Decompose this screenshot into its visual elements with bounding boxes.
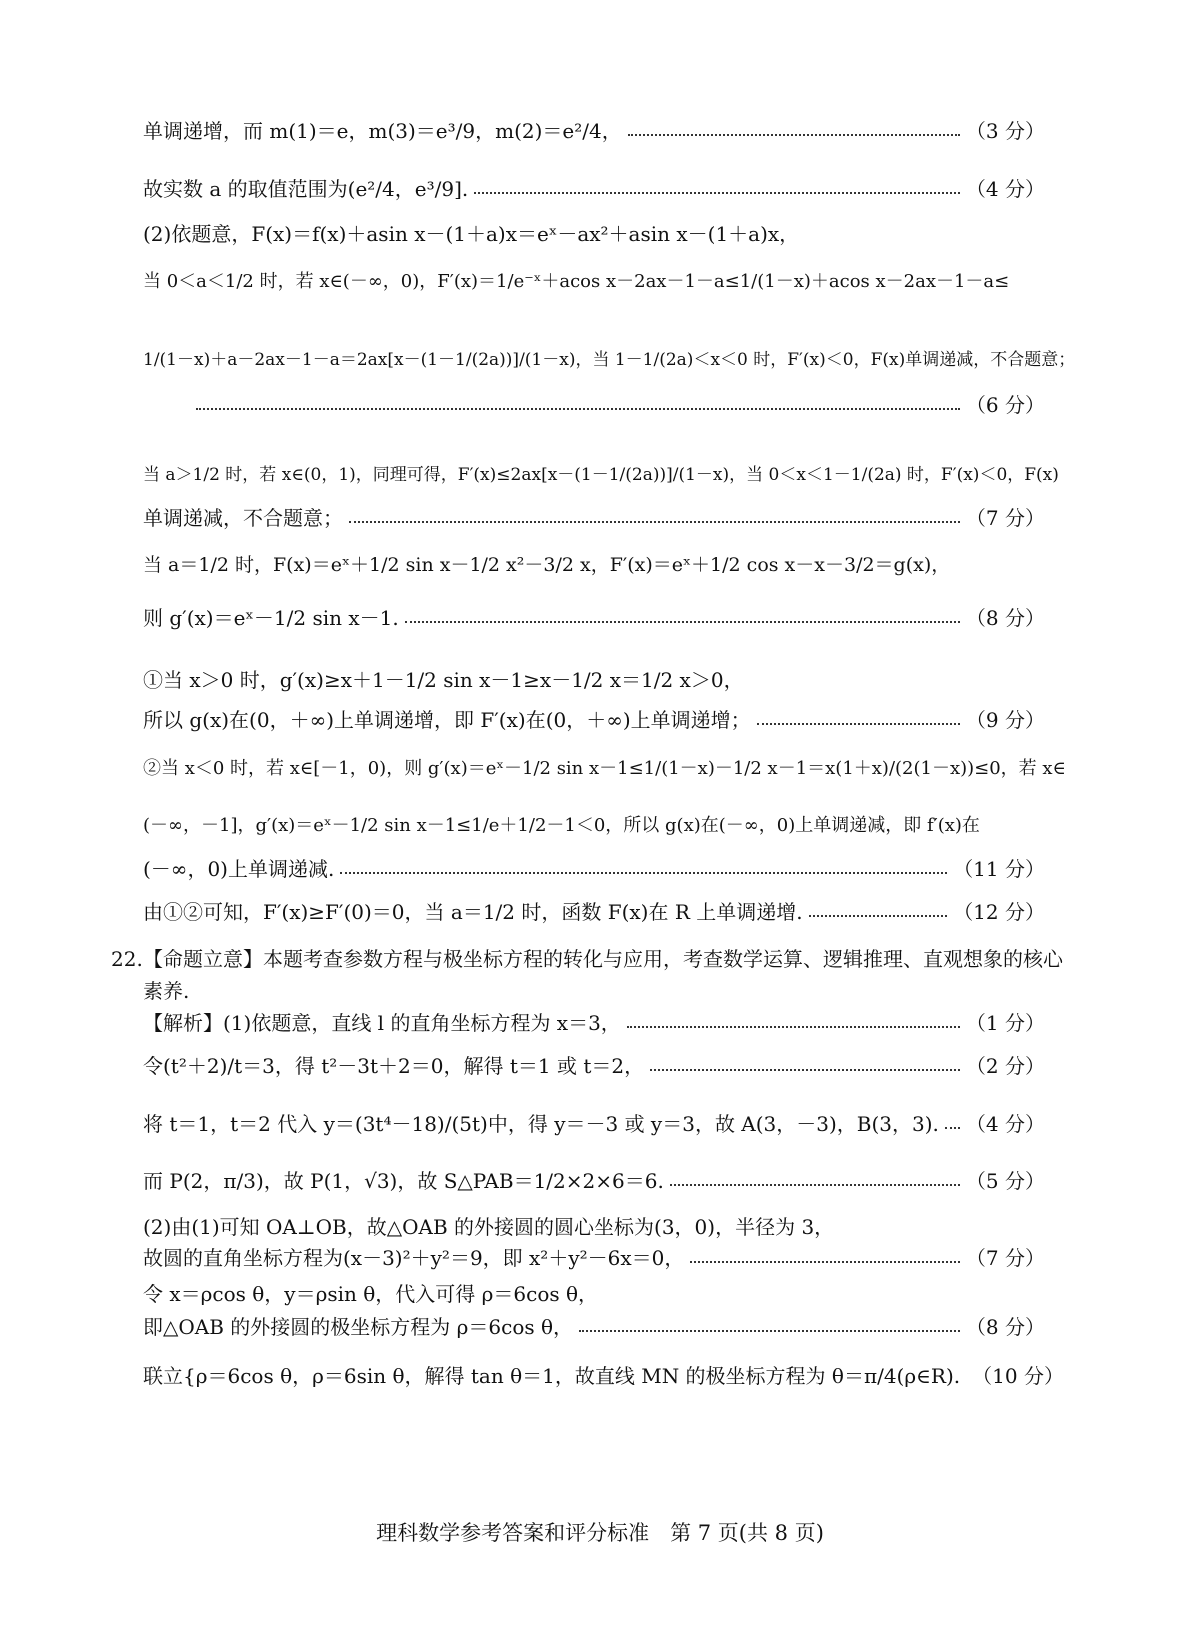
solution-line: 1/(1－x)＋a－2ax－1－a＝2ax[x－(1－1/(2a))]/(1－x)，当 1－1/(2a)＜x＜0 时，F′(x)＜0，F(x)单调递减，不合题意； bbox=[143, 350, 1076, 370]
score: （4 分） bbox=[965, 177, 1045, 201]
dot-leader bbox=[809, 915, 948, 917]
solution-line: 当 a＞1/2 时，若 x∈(0，1)，同理可得，F′(x)≤2ax[x－(1－1/(2a))]/(1－x)，当 0＜x＜1－1/(2a) 时，F′(x)＜0，F(x) bbox=[143, 465, 1059, 485]
solution-line bbox=[143, 1167, 1045, 1195]
score: （9 分） bbox=[965, 708, 1045, 732]
solution-line bbox=[143, 855, 1045, 883]
score: （10 分） bbox=[972, 1364, 1064, 1388]
dot-leader bbox=[945, 1127, 960, 1129]
solution-line: 当 0＜a＜1/2 时，若 x∈(－∞，0)，F′(x)＝1/e⁻ˣ＋acos x－2ax－1－a≤1/(1－x)＋acos x－2ax－1－a≤ bbox=[143, 271, 1010, 292]
solution-line: (－∞，－1]，g′(x)＝eˣ－1/2 sin x－1≤1/e＋1/2－1＜0，所以 g(x)在(－∞，0)上单调递减，即 f′(x)在 bbox=[143, 815, 980, 836]
solution-text: 令(t²＋2)/t＝3，得 t²－3t＋2＝0，解得 t＝1 或 t＝2， bbox=[143, 1054, 645, 1078]
score: （4 分） bbox=[965, 1112, 1045, 1136]
solution-line bbox=[143, 1052, 1045, 1080]
solution-text: 联立{ρ＝6cos θ，ρ＝6sin θ，解得 tan θ＝1，故直线 MN 的极坐标方程为 θ＝π/4(ρ∈R). bbox=[143, 1364, 961, 1388]
solution-line bbox=[143, 504, 1045, 532]
solution-text: 而 P(2，π/3)，故 P(1，√3)，故 S△PAB＝1/2×2×6＝6. bbox=[143, 1169, 664, 1193]
solution-line bbox=[143, 1009, 1045, 1037]
question-intro: 【命题立意】本题考查参数方程与极坐标方程的转化与应用，考查数学运算、逻辑推理、直观想象的核心 bbox=[143, 947, 1063, 971]
dot-leader bbox=[670, 1184, 960, 1186]
dot-leader bbox=[474, 192, 960, 194]
solution-text: 故实数 a 的取值范围为(e²/4，e³/9]. bbox=[143, 177, 469, 201]
score: （2 分） bbox=[965, 1054, 1045, 1078]
dot-leader bbox=[650, 1069, 960, 1071]
score: （1 分） bbox=[965, 1011, 1045, 1035]
solution-line: 当 a＝1/2 时，F(x)＝eˣ＋1/2 sin x－1/2 x²－3/2 x，F′(x)＝eˣ＋1/2 cos x－x－3/2＝g(x)， bbox=[143, 554, 951, 576]
solution-text: 【解析】(1)依题意，直线 l 的直角坐标方程为 x＝3， bbox=[143, 1011, 621, 1035]
solution-line bbox=[143, 1244, 1045, 1272]
dot-leader bbox=[579, 1330, 960, 1332]
dot-leader bbox=[340, 872, 947, 874]
score: （12 分） bbox=[953, 900, 1045, 924]
solution-line bbox=[143, 1313, 1045, 1341]
solution-text: 所以 g(x)在(0，＋∞)上单调递增，即 F′(x)在(0，＋∞)上单调递增； bbox=[143, 708, 751, 732]
solution-text: 单调递减，不合题意； bbox=[143, 506, 343, 530]
solution-line bbox=[143, 604, 1045, 632]
solution-text: 将 t＝1，t＝2 代入 y＝(3t⁴－18)/(5t)中，得 y＝－3 或 y＝3，故 A(3，－3)，B(3，3). bbox=[143, 1112, 939, 1136]
solution-text: (－∞，0)上单调递减. bbox=[143, 857, 335, 881]
solution-line bbox=[190, 391, 1045, 419]
solution-line bbox=[143, 1110, 1045, 1138]
solution-line: ②当 x＜0 时，若 x∈[－1，0)，则 g′(x)＝eˣ－1/2 sin x－1≤1/(1－x)－1/2 x－1＝x(1＋x)/(2(1－x))≤0，若 x∈ bbox=[143, 758, 1066, 779]
solution-line bbox=[143, 1362, 1064, 1390]
dot-leader bbox=[628, 134, 960, 136]
solution-text: 故圆的直角坐标方程为(x－3)²＋y²＝9，即 x²＋y²－6x＝0， bbox=[143, 1246, 685, 1270]
score: （8 分） bbox=[965, 1315, 1045, 1339]
dot-leader bbox=[349, 521, 960, 523]
dot-leader bbox=[405, 621, 960, 623]
solution-line bbox=[143, 175, 1045, 203]
solution-line bbox=[143, 117, 1045, 145]
solution-text: 由①②可知，F′(x)≥F′(0)＝0，当 a＝1/2 时，函数 F(x)在 R 上单调递增. bbox=[143, 900, 803, 924]
solution-line bbox=[143, 706, 1045, 734]
question-number: 22. bbox=[111, 947, 143, 971]
score: （8 分） bbox=[965, 606, 1045, 630]
solution-text: 单调递增，而 m(1)＝e，m(3)＝e³/9，m(2)＝e²/4， bbox=[143, 119, 622, 143]
page-footer: 理科数学参考答案和评分标准 第 7 页(共 8 页) bbox=[376, 1521, 824, 1545]
solution-line bbox=[143, 898, 1045, 926]
score: （7 分） bbox=[965, 1246, 1045, 1270]
solution-line: 令 x＝ρcos θ，y＝ρsin θ，代入可得 ρ＝6cos θ， bbox=[143, 1282, 599, 1306]
solution-text: 即△OAB 的外接圆的极坐标方程为 ρ＝6cos θ， bbox=[143, 1315, 574, 1339]
question-intro-cont: 素养. bbox=[143, 979, 190, 1003]
score: （6 分） bbox=[965, 393, 1045, 417]
score: （5 分） bbox=[965, 1169, 1045, 1193]
score: （3 分） bbox=[965, 119, 1045, 143]
dot-leader bbox=[690, 1261, 960, 1263]
solution-line: ①当 x＞0 时，g′(x)≥x＋1－1/2 sin x－1≥x－1/2 x＝1/2 x＞0， bbox=[143, 668, 744, 692]
dot-leader bbox=[627, 1026, 960, 1028]
score: （11 分） bbox=[953, 857, 1045, 881]
dot-leader bbox=[757, 723, 960, 725]
solution-line: (2)由(1)可知 OA⊥OB，故△OAB 的外接圆的圆心坐标为(3，0)，半径为 3， bbox=[143, 1215, 835, 1239]
score: （7 分） bbox=[965, 506, 1045, 530]
solution-text: 则 g′(x)＝eˣ－1/2 sin x－1. bbox=[143, 606, 399, 630]
dot-leader bbox=[196, 408, 960, 410]
solution-line: (2)依题意，F(x)＝f(x)＋asin x－(1＋a)x＝eˣ－ax²＋asin x－(1＋a)x， bbox=[143, 222, 800, 246]
